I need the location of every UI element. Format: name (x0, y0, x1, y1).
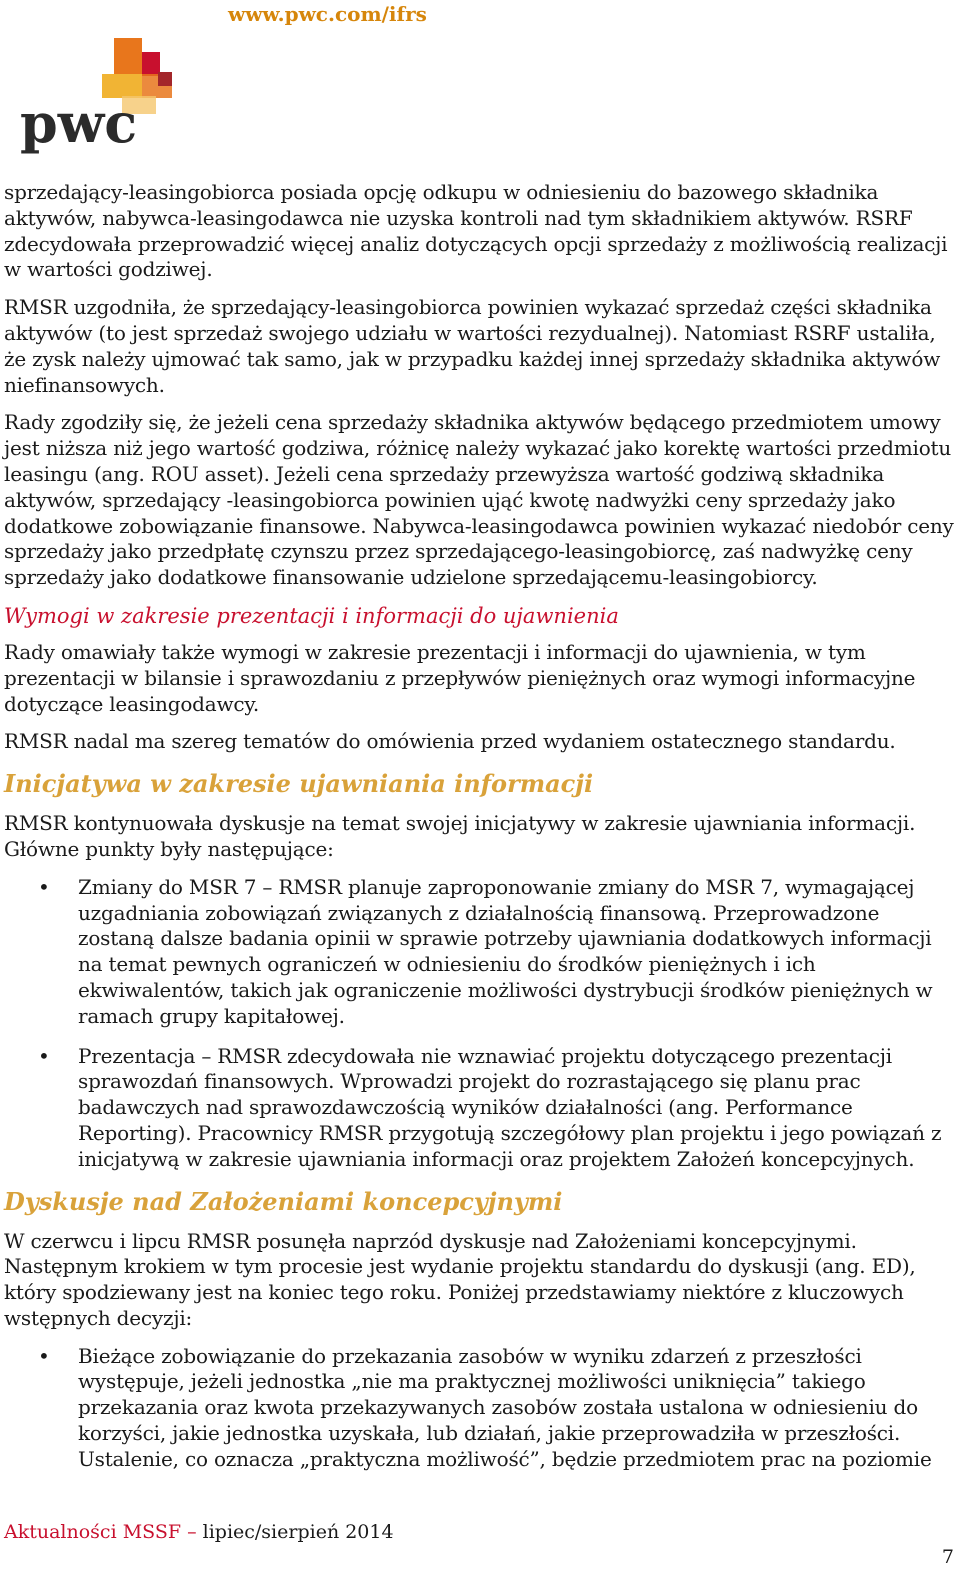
page-number: 7 (941, 1546, 954, 1568)
list-item (4, 1344, 954, 1473)
footer-date: lipiec/sierpień 2014 (202, 1521, 394, 1543)
list-item-text: Bieżące zobowiązanie do przekazania zasobów w wyniku zdarzeń z przeszłości występuje, jeżeli jednostka „nie ma praktycznej możliwości uniknięcia” takiego przekazania oraz kwota przekazywanych zasobów została ustalona w odniesieniu do korzyści, jakie jednostka uzyskała, lub działań, jakie przeprowadziła w przeszłości. Ustalenie, co oznacza „praktyczna możliwość”, będzie przedmiotem prac na poziomie (78, 1343, 932, 1471)
section-heading-disclosure-initiative: Inicjatywa w zakresie ujawniania informacji (4, 769, 594, 799)
pwc-logo-text: pwc (20, 91, 138, 155)
paragraph: RMSR uzgodniła, że sprzedający-leasingobiorca powinien wykazać sprzedaż części składnika aktywów (to jest sprzedaż swojego udziału w wartości rezydualnej). Natomiast RSRF ustaliła, że zysk należy ujmować tak samo, jak w przypadku każdej innej sprzedaży składnika aktywów niefinansowych. (4, 295, 941, 397)
pwc-logo-icon (18, 36, 178, 160)
bullet-icon: • (38, 1343, 50, 1368)
pwc-logo (18, 36, 178, 160)
header-url[interactable]: www.pwc.com/ifrs (228, 2, 427, 26)
paragraph: Rady omawiały także wymogi w zakresie prezentacji i informacji do ujawnienia, w tym prezentacji w bilansie i sprawozdaniu z przepływów pieniężnych oraz wymogi informacyjne dotyczące leasingodawcy. (4, 639, 916, 716)
bullet-list (4, 1344, 954, 1473)
subsection-heading: Wymogi w zakresie prezentacji i informacji do ujawnienia (4, 603, 619, 628)
bullet-icon: • (38, 874, 50, 899)
footer-separator: – (181, 1521, 203, 1543)
page-footer (4, 1519, 394, 1545)
section-heading-conceptual-framework: Dyskusje nad Założeniami koncepcyjnymi (4, 1186, 563, 1216)
list-item (4, 875, 954, 1030)
paragraph: Rady zgodziły się, że jeżeli cena sprzedaży składnika aktywów będącego przedmiotem umowy jest niższa niż jego wartość godziwa, różnicę należy wykazać jako korektę wartości przedmiotu leasingu (ang. ROU asset). Jeżeli cena sprzedaży przewyższa wartość godziwą składnika aktywów, sprzedający -leasingobiorca powinien ująć kwotę nadwyżki ceny sprzedaży jako dodatkowe zobowiązanie finansowe. Nabywca-leasingodawca powinien wykazać niedobór ceny sprzedaży jako przedpłatę czynszu przez sprzedającego-leasingobiorcę, zaś nadwyżkę ceny sprzedaży jako dodatkowe finansowanie udzielone sprzedającemu-leasingobiorcy. (4, 410, 954, 590)
list-item-text: Prezentacja – RMSR zdecydowała nie wznawiać projektu dotyczącego prezentacji sprawozdań finansowych. Wprowadzi projekt do rozrastającego się planu prac badawczych nad sprawozdawczością wyników działalności (ang. Performance Reporting). Pracownicy RMSR przygotują szczegółowy plan projektu i jego powiązań z inicjatywą w zakresie ujawniania informacji oraz projektem Założeń koncepcyjnych. (78, 1043, 942, 1171)
paragraph: sprzedający-leasingobiorca posiada opcję odkupu w odniesieniu do bazowego składnika aktywów, nabywca-leasingodawca nie uzyska kontroli nad tym składnikiem aktywów. RSRF zdecydowała przeprowadzić więcej analiz dotyczących opcji sprzedaży z możliwością realizacji w wartości godziwej. (4, 180, 948, 282)
paragraph: W czerwcu i lipcu RMSR posunęła naprzód dyskusje nad Założeniami koncepcyjnymi. Następnym krokiem w tym procesie jest wydanie projektu standardu do dyskusji (ang. ED), który spodziewany jest na koniec tego roku. Poniżej przedstawiamy niektóre z kluczowych wstępnych decyzji: (4, 1228, 916, 1330)
paragraph: RMSR nadal ma szereg tematów do omówienia przed wydaniem ostatecznego standardu. (4, 729, 896, 754)
list-item (4, 1044, 954, 1173)
document-body (4, 180, 954, 1487)
bullet-icon: • (38, 1043, 50, 1068)
bullet-list (4, 875, 954, 1173)
list-item-text: Zmiany do MSR 7 – RMSR planuje zaproponowanie zmiany do MSR 7, wymagającej uzgadniania zobowiązań związanych z działalnością finansową. Przeprowadzone zostaną dalsze badania opinii w sprawie potrzeby ujawniania dodatkowych informacji na temat pewnych ograniczeń w odniesieniu do środków pieniężnych i ich ekwiwalentów, takich jak ograniczenie możliwości dystrybucji środków pieniężnych w ramach grupy kapitałowej. (78, 874, 933, 1028)
paragraph: RMSR kontynuowała dyskusje na temat swojej inicjatywy w zakresie ujawniania informacji. Główne punkty były następujące: (4, 811, 916, 861)
footer-publication-title: Aktualności MSSF (4, 1521, 182, 1543)
